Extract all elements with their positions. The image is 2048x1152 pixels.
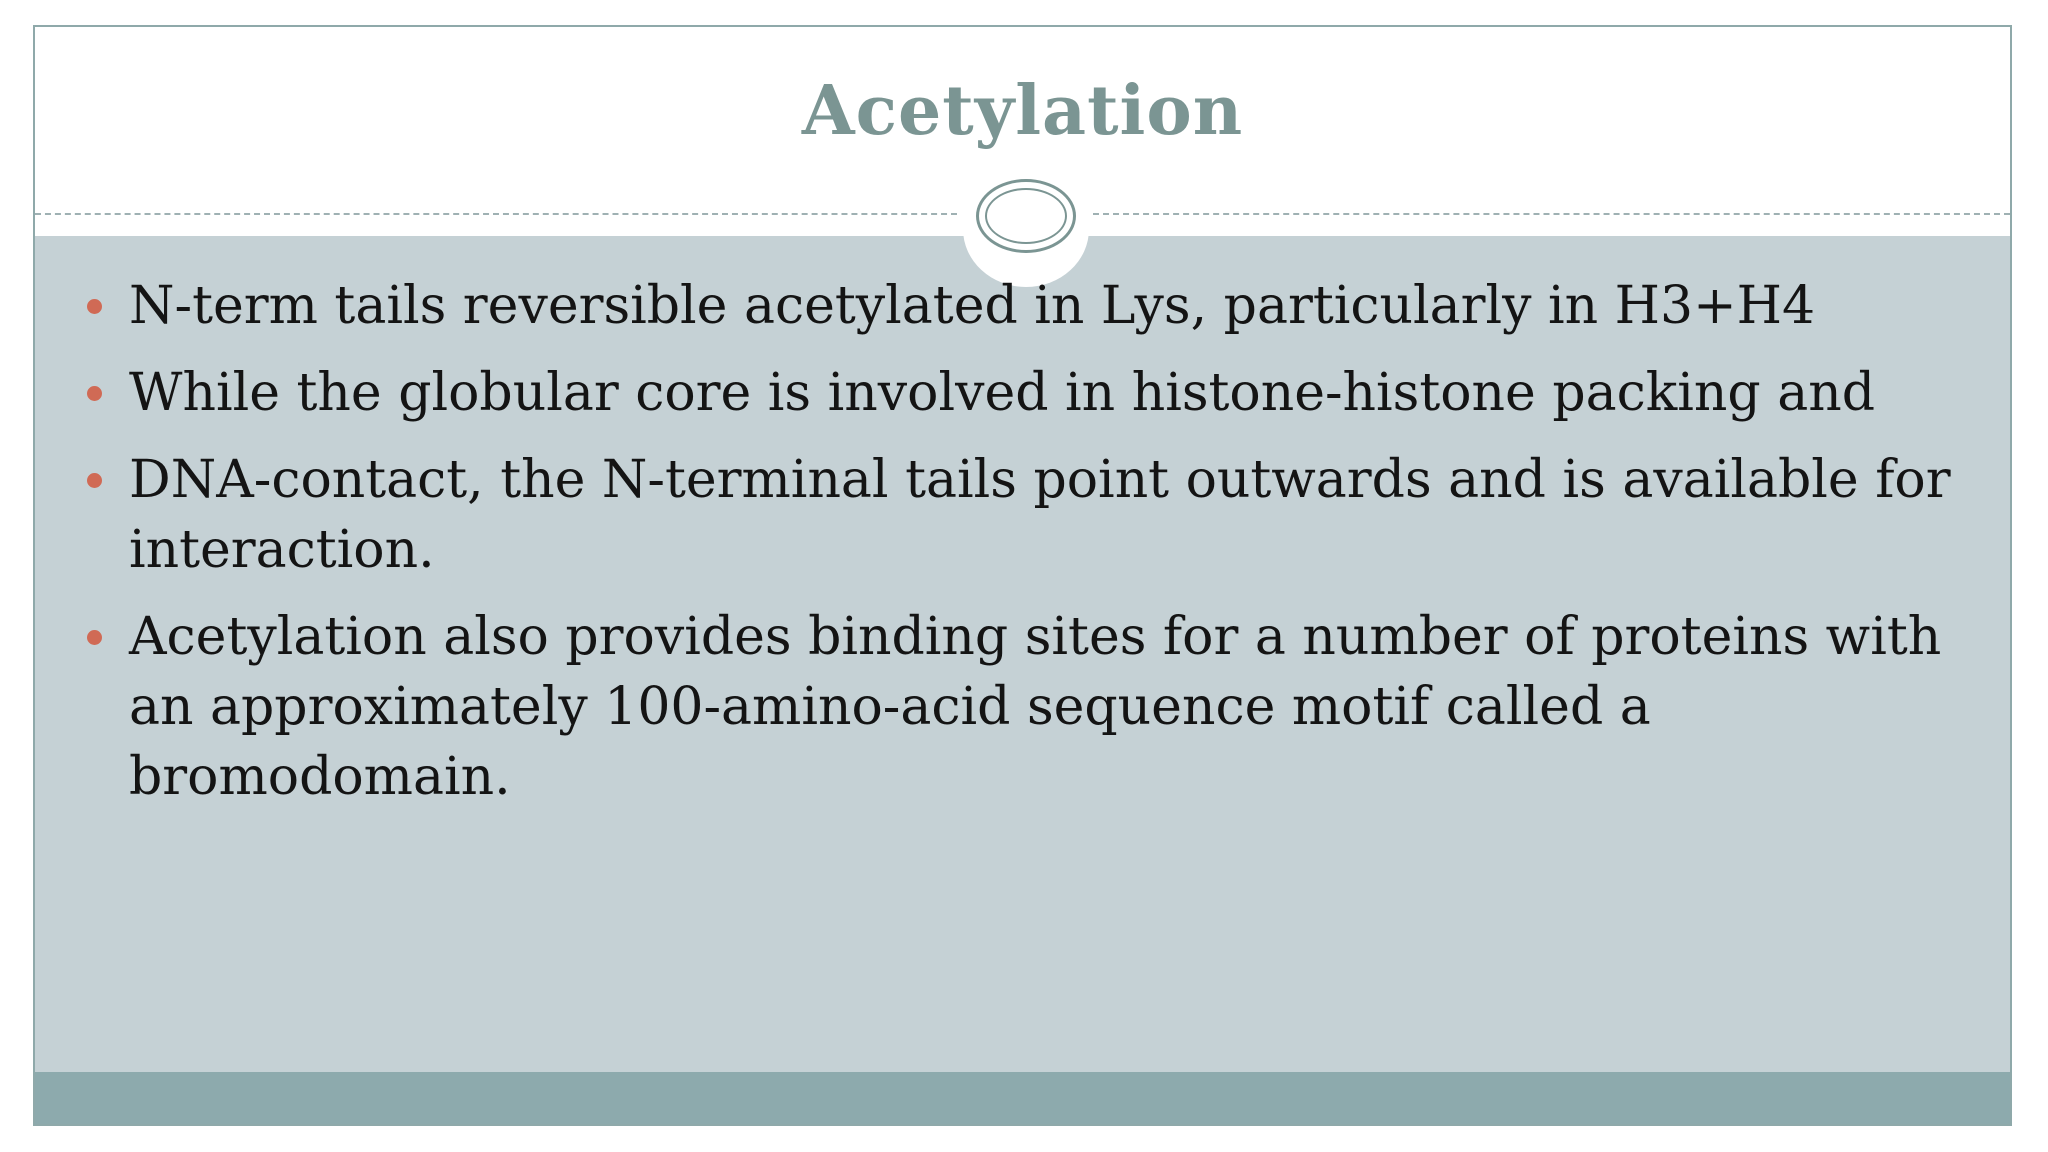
bullet-text: While the globular core is involved in histone-histone packing and: [129, 363, 1875, 423]
bullet-dot-icon: [87, 473, 102, 488]
bullet-item: [129, 602, 1970, 812]
footer-bar: [35, 1072, 2010, 1126]
bullet-text: DNA-contact, the N-terminal tails point outwards and is available for interaction.: [129, 450, 1951, 580]
bullet-dot-icon: [87, 299, 102, 314]
bullet-item: [129, 271, 1970, 341]
oval-ornament-icon: [976, 179, 1076, 253]
bullet-text: N-term tails reversible acetylated in Lys, particularly in H3+H4: [129, 276, 1816, 336]
title-divider-left: [35, 213, 957, 215]
bullet-item: [129, 445, 1970, 585]
bullet-dot-icon: [87, 386, 102, 401]
bullet-list: [35, 271, 2010, 829]
slide-title: Acetylation: [801, 71, 1244, 151]
oval-ornament-inner-ring: [985, 188, 1067, 244]
bullet-item: [129, 358, 1970, 428]
bullet-text: Acetylation also provides binding sites for a number of proteins with an approximately 100-amino-acid sequence motif called a bromodomain.: [129, 607, 1942, 807]
title-divider-right: [1093, 213, 2010, 215]
slide: [33, 25, 2012, 1126]
bullet-dot-icon: [87, 630, 102, 645]
